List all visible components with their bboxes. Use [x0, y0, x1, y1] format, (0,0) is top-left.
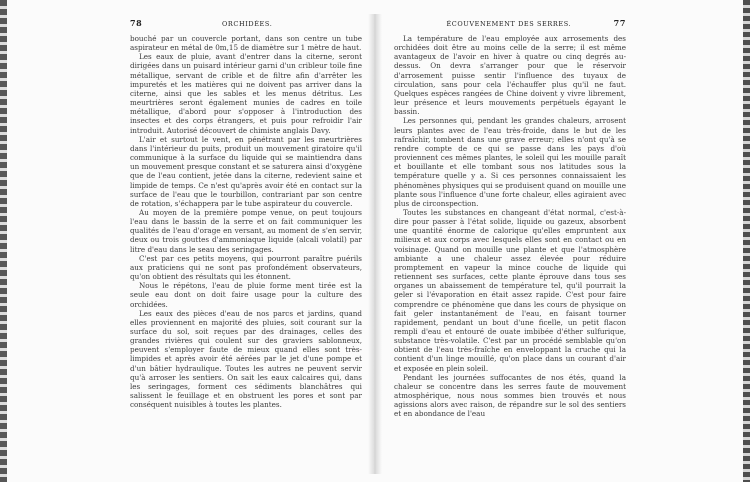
left-page-number: 78 [130, 18, 143, 28]
left-page-header [130, 18, 362, 32]
paragraph: Au moyen de la première pompe venue, on peut toujours l'eau dans le bassin de la serre et on fait communiquer les qualités de l'eau d'orage en versant, au moment de s'en servir, deux ou trois gouttes d'ammoniaque liquide (alcali volatil) par litre d'eau dans le seau des seringages. [130, 207, 362, 254]
paragraph: L'air et surtout le vent, en pénétrant par les meurtrières dans l'intérieur du puits, produit un mouvement giratoire qu'il communique à la surface du liquide qui se maintiendra dans un mouvement presque constant et se saturera ainsi d'oxygène que de l'eau contient, jetée dans la citerne, redevient saine et limpide de temps. Ce n'est qu'après avoir été en contact sur la surface de l'eau que le tourbillon, contrariant par son centre de rotation, s'échappera par le tube aspirateur du couvercle. [130, 134, 362, 208]
left-page [130, 18, 362, 468]
right-running-title: ÉCOUVENEMENT DES SERRES. [446, 20, 572, 28]
paragraph: La température de l'eau employée aux arrosements des orchidées doit être au moins celle de la serre; il est même avantageux de l'avoir en hiver à quatre ou cinq degrés au-dessus. On devra s'arranger pour que le réservoir d'arrosement puisse sentir l'influence des tuyaux de circulation, sans pour cela l'échauffer plus qu'il ne faut. Quelques espèces rangées de Chine doivent y vivre librement, leur présence et leurs mouvements perpétuels égayant le bassin. [394, 34, 626, 117]
left-running-title: ORCHIDÉES. [221, 20, 273, 28]
right-page [394, 18, 626, 468]
right-page-number: 77 [613, 18, 626, 28]
paragraph: Les eaux des pièces d'eau de nos parcs et jardins, quand elles proviennent en majorité des pluies, soit courant sur la surface du sol, soit reçues par des drainages, celles des grandes rivières qui coulent sur des graviers sablonneux, peuvent s'employer faute de mieux quand elles sont très-limpides et après avoir été aérées par le jet d'une pompe et d'un bâtier hydraulique. Toutes les autres ne peuvent servir qu'à arroser les sentiers. On sait les eaux calcaires qui, dans les seringages, forment ces sédiments blanchâtres qui salissent le feuillage et en obstruent les pores et sont par conséquent nuisibles à toutes les plantes. [130, 308, 362, 410]
paragraph: Pendant les journées suffocantes de nos étés, quand la chaleur se concentre dans les serres faute de mouvement atmosphérique, nous nous sommes bien trouvés et nous agissions alors avec raison, de répandre sur le sol des sentiers et en abondance de l'eau [394, 372, 626, 419]
scan-edge-left [0, 0, 7, 482]
right-page-text [394, 34, 626, 419]
left-page-text [130, 34, 362, 409]
paragraph: Nous le répétons, l'eau de pluie forme ment tirée est la seule eau dont on doit faire usage pour la culture des orchidées. [130, 281, 362, 309]
scan-edge-right [743, 0, 750, 482]
book-gutter [368, 14, 382, 474]
paragraph: Les personnes qui, pendant les grandes chaleurs, arrosent leurs plantes avec de l'eau très-froide, dans le but de les rafraîchir, tombent dans une grave erreur; elles n'ont qu'à se rendre compte de ce qui se passe dans les pays d'où proviennent ces mêmes plantes, le soleil qui les mouille paraît et bouillante et elle tombant sous nos latitudes sous la température quelle y a. Si ces personnes connaissaient les phénomènes physiques qui se produisent quand on mouille une plante sous l'influence d'une forte chaleur, elles agiraient avec plus de circonspection. [394, 116, 626, 208]
paragraph: bouché par un couvercle portant, dans son centre un tube aspirateur en métal de 0m,15 de diamètre sur 1 mètre de haut. [130, 34, 362, 53]
paragraph: C'est par ces petits moyens, qui pourront paraître puérils aux praticiens qui ne sont pas profondément observateurs, qu'on obtient des résultats qui les étonnent. [130, 253, 362, 282]
paragraph: Les eaux de pluie, avant d'entrer dans la citerne, seront dirigées dans un puisard intérieur garni d'un cribleur toile fine métallique, servant de crible et de filtre afin d'arrêter les impuretés et les matières qui ne doivent pas arriver dans la citerne, ainsi que les sables et les menus détritus. Les meurtrières seront également munies de cadres en toile métallique, d'abord pour s'opposer à l'introduction des insectes et des corps étrangers, et puis pour refroidir l'air introduit. Autorisé découvert de chimiste anglais Davy. [130, 52, 362, 135]
paragraph: Toutes les substances en changeant d'état normal, c'est-à-dire pour passer à l'état solide, liquide ou gazeux, absorbent une quantité énorme de calorique qu'elles empruntent aux milieux et aux corps avec lesquels elles sont en contact ou en voisinage. Quand on mouille une plante et que l'atmosphère ambiante a une chaleur assez élevée pour réduire promptement en vapeur la mince couche de liquide qui retiennent ses surfaces, cette plante éprouve dans tous ses organes un abaissement de température tel, qu'il pourrait la geler si l'évaporation en était assez rapide. C'est pour faire comprendre ce phénomène que dans les cours de physique on fait geler instantanément de l'eau, en faisant tourner rapidement, pendant un bout d'une ficelle, un petit flacon rempli d'eau et entouré de ouate imbibée d'éther sulfurique, substance très-volatile. C'est par un procédé semblable qu'on obtient de l'eau très-fraîche en enveloppant la cruche qui la contient d'un linge mouillé, qu'on place dans un courant d'air et exposée en plein soleil. [394, 207, 626, 373]
right-page-header [394, 18, 626, 32]
